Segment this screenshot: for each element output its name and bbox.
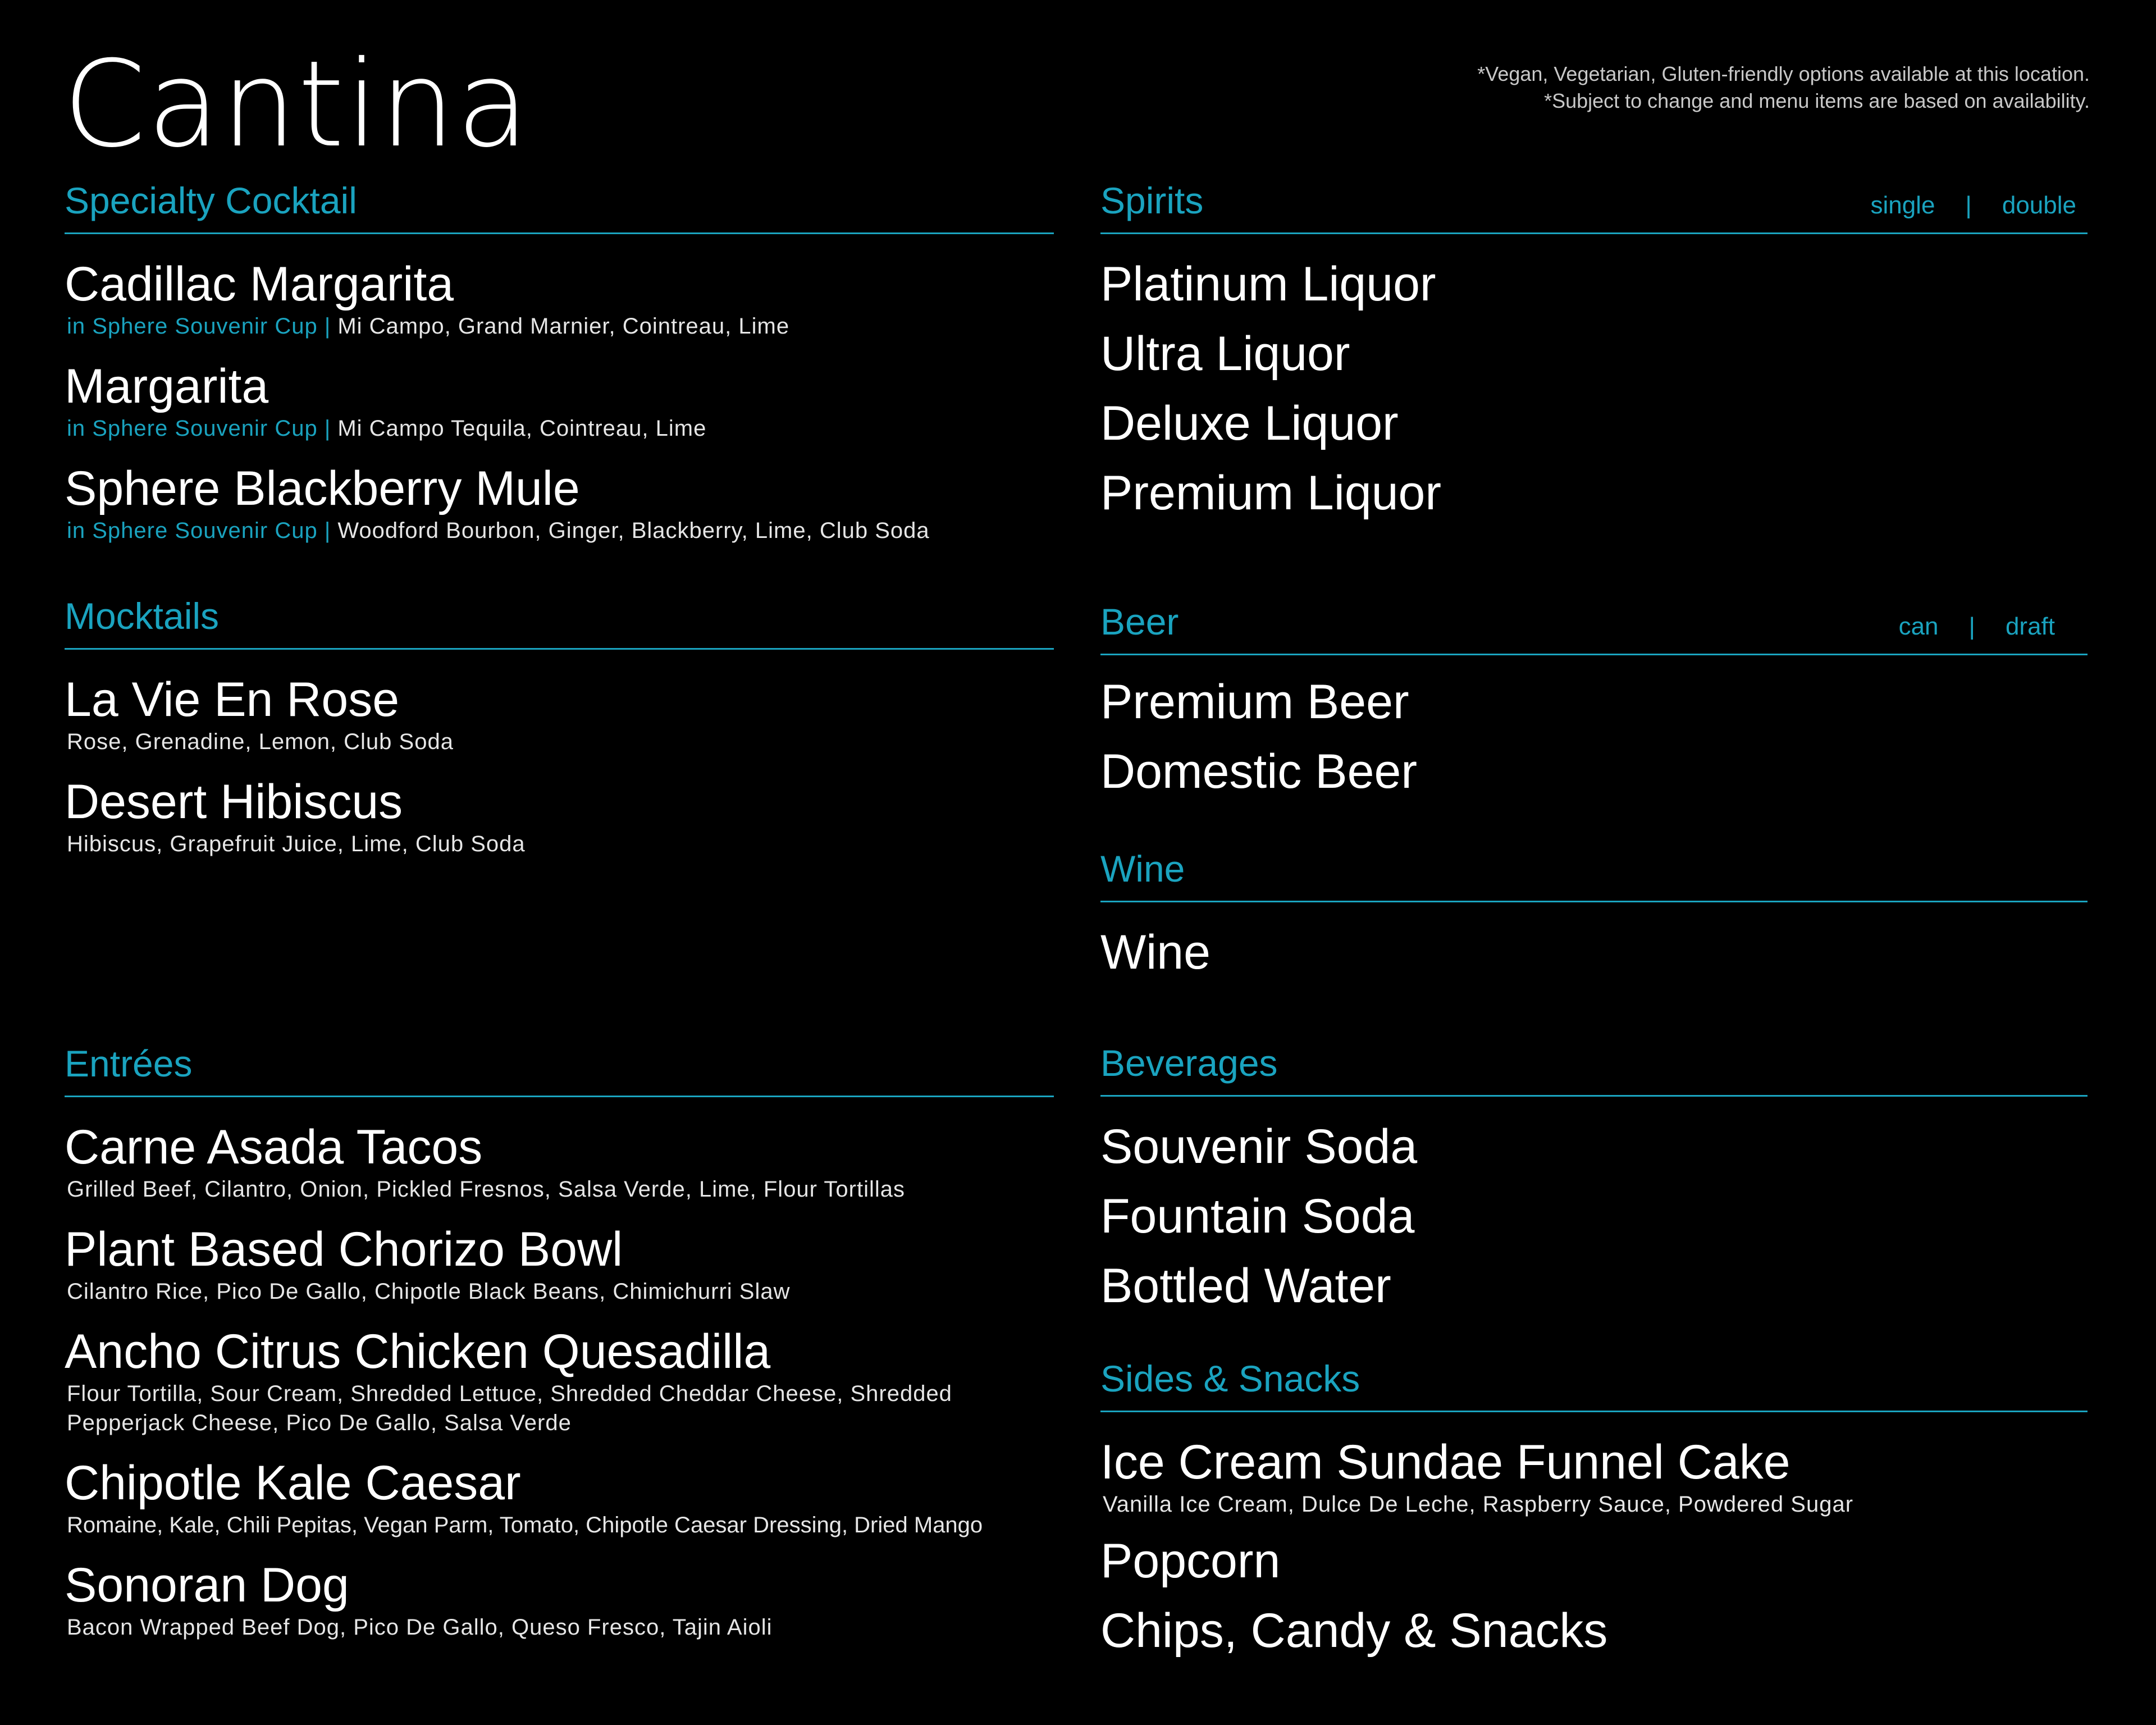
item-name: Souvenir Soda [1100,1120,1418,1174]
section-title: Mocktails [65,595,220,637]
souvenir-cup-label: in Sphere Souvenir Cup | [67,518,331,543]
menu-item [1100,1534,2088,1607]
item-name: Chips, Candy & Snacks [1100,1604,1608,1658]
section-title: Spirits [1100,180,1204,221]
menu-item [65,1222,1054,1306]
item-name: Premium Beer [1100,675,1409,729]
col-label-double: double [2002,191,2076,219]
serving-size-labels [1870,193,2076,218]
item-description: Bacon Wrapped Beef Dog, Pico De Gallo, Queso Fresco, Tajin Aioli [67,1615,773,1640]
item-ingredients: Woodford Bourbon, Ginger, Blackberry, Lime, Club Soda [337,518,930,543]
item-description: Vanilla Ice Cream, Dulce De Leche, Raspberry Sauce, Powdered Sugar [1103,1492,1854,1517]
menu-item [1100,1259,2088,1331]
menu-item [65,1558,1054,1642]
menu-item [1100,925,2088,998]
section-header [1100,1042,2088,1097]
col-separator: | [1965,191,1972,219]
menu-item [65,673,1054,756]
item-name: Desert Hibiscus [65,775,403,829]
section-sides-snacks [1100,1358,2088,1658]
section-beer [1100,601,2088,817]
item-name: Fountain Soda [1100,1189,1415,1243]
menu-item [1100,257,2088,330]
item-name: Ultra Liquor [1100,327,1350,381]
menu-item [1100,1122,2088,1192]
section-title: Beer [1100,601,1179,642]
availability-notes [1477,61,2090,115]
menu-item [65,359,1054,443]
item-name: Popcorn [1100,1534,1281,1588]
souvenir-cup-label: in Sphere Souvenir Cup | [67,416,331,441]
item-description: Romaine, Kale, Chili Pepitas, Vegan Parm, Tomato, Chipotle Caesar Dressing, Dried Mango [67,1513,983,1537]
menu-item [65,775,1054,859]
serving-size-labels [1899,614,2055,639]
section-wine [1100,848,2088,998]
item-name: Cadillac Margarita [65,257,454,311]
col-label-single: single [1870,191,1935,219]
item-description: Grilled Beef, Cilantro, Onion, Pickled Fresnos, Salsa Verde, Lime, Flour Tortillas [67,1177,905,1202]
item-name: Wine [1100,925,1211,979]
item-description: Hibiscus, Grapefruit Juice, Lime, Club Soda [67,832,526,856]
item-name: Deluxe Liquor [1100,396,1399,450]
item-name: La Vie En Rose [65,673,400,727]
souvenir-cup-label: in Sphere Souvenir Cup | [67,314,331,339]
item-description: Rose, Grenadine, Lemon, Club Soda [67,729,454,754]
menu-item [65,1456,1054,1540]
item-description [65,414,1054,443]
section-title: Entrées [65,1043,193,1084]
item-name: Margarita [65,359,269,413]
page-title: Cantina [63,35,531,174]
item-name: Plant Based Chorizo Bowl [65,1222,623,1276]
col-label-draft: draft [2005,613,2055,640]
section-mocktails [65,595,1054,880]
section-header [65,595,1054,650]
item-description [65,312,1054,341]
menu-item [1100,675,2088,747]
section-header [65,1043,1054,1097]
item-name: Premium Liquor [1100,466,1441,520]
section-title: Wine [1100,848,1185,889]
section-header [1100,1358,2088,1412]
item-name: Ice Cream Sundae Funnel Cake [1100,1435,1790,1489]
section-specialty-cocktail [65,180,1054,567]
menu-item [1100,747,2088,817]
section-header [1100,601,2088,655]
section-header [1100,180,2088,234]
section-entrees [65,1043,1054,1663]
item-name: Bottled Water [1100,1259,1391,1313]
section-beverages [1100,1042,2088,1331]
item-name: Platinum Liquor [1100,257,1436,311]
section-header [1100,848,2088,902]
item-ingredients: Mi Campo Tequila, Cointreau, Lime [337,416,707,441]
menu-item [1100,396,2088,469]
section-header [65,180,1054,234]
menu-item [1100,1604,2088,1658]
menu-item [1100,1435,2088,1519]
section-title: Sides & Snacks [1100,1358,1360,1399]
menu-item [1100,1189,2088,1262]
section-title: Specialty Cocktail [65,180,357,221]
item-name: Ancho Citrus Chicken Quesadilla [65,1325,771,1379]
item-name: Domestic Beer [1100,745,1417,798]
col-separator: | [1968,613,1975,640]
menu-item [1100,466,2088,539]
item-ingredients: Mi Campo, Grand Marnier, Cointreau, Lime [337,314,790,339]
col-label-can: can [1898,613,1939,640]
menu-item [65,464,1054,545]
item-name: Sonoran Dog [65,1558,349,1612]
menu-item [65,1120,1054,1204]
menu-item [1100,327,2088,399]
item-description [65,516,1054,545]
item-name: Chipotle Kale Caesar [65,1456,521,1510]
section-spirits [1100,180,2088,539]
menu-item [65,1327,1054,1438]
note-dietary: *Vegan, Vegetarian, Gluten-friendly options available at this location. [1477,62,2090,85]
item-name: Sphere Blackberry Mule [65,462,580,515]
note-availability: *Subject to change and menu items are based on availability. [1544,89,2090,112]
section-title: Beverages [1100,1042,1278,1084]
item-description: Flour Tortilla, Sour Cream, Shredded Lettuce, Shredded Cheddar Cheese, Shredded Pepperjack Cheese, Pico De Gallo, Salsa Verde [67,1381,952,1435]
item-name: Carne Asada Tacos [65,1120,483,1174]
menu-item [65,257,1054,341]
item-description: Cilantro Rice, Pico De Gallo, Chipotle Black Beans, Chimichurri Slaw [67,1279,791,1304]
